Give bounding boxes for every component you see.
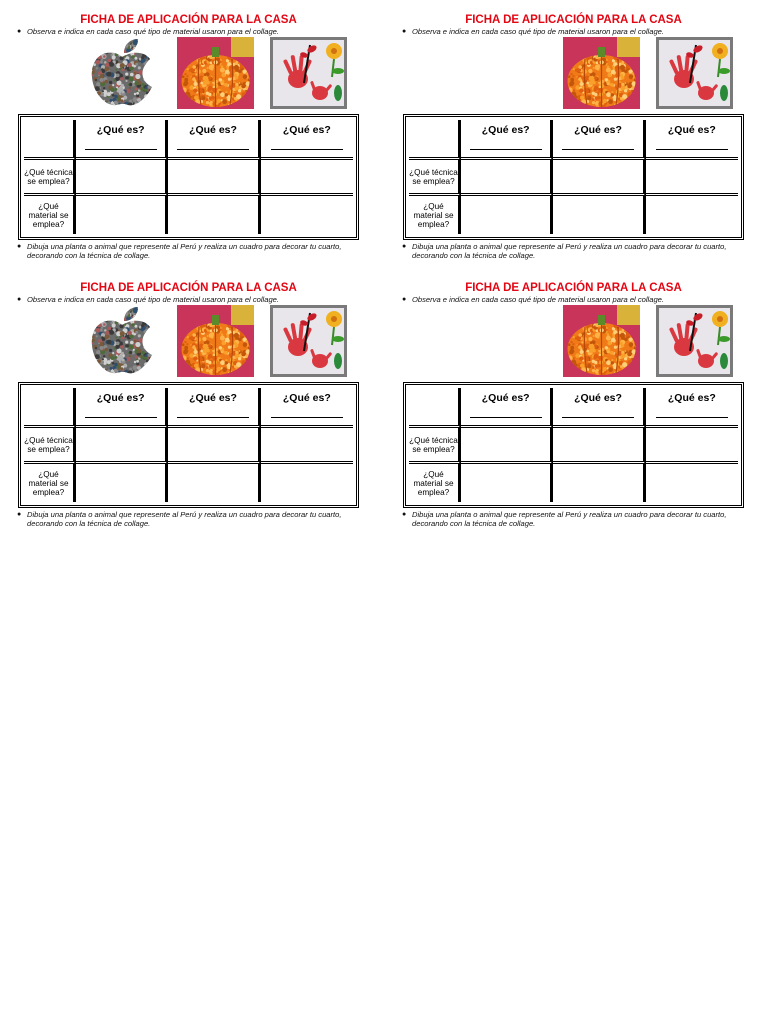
answer-table bbox=[18, 114, 359, 240]
collage-images bbox=[401, 305, 746, 379]
answer-line bbox=[271, 417, 343, 418]
material-answer-cell[interactable] bbox=[646, 196, 738, 234]
tecnica-answer-cell[interactable] bbox=[261, 160, 353, 196]
worksheet-card bbox=[401, 13, 746, 260]
header-label: ¿Qué es? bbox=[282, 392, 331, 404]
answer-line bbox=[562, 149, 634, 150]
card-title: FICHA DE APLICACIÓN PARA LA CASA bbox=[80, 14, 297, 26]
que-es-header-1[interactable] bbox=[461, 120, 553, 160]
header-label: ¿Qué es? bbox=[481, 392, 530, 404]
table-corner-cell bbox=[24, 388, 76, 428]
bullet-icon: ● bbox=[402, 296, 407, 303]
pumpkin-collage-image bbox=[563, 305, 640, 377]
answer-line bbox=[85, 417, 157, 418]
footnote-bullet bbox=[16, 242, 361, 260]
table-corner-cell bbox=[409, 388, 461, 428]
answer-line bbox=[177, 149, 249, 150]
answer-table bbox=[18, 382, 359, 508]
bullet-icon: ● bbox=[17, 296, 22, 303]
handprint-collage-image bbox=[656, 37, 733, 109]
footnote-bullet bbox=[401, 242, 746, 260]
footnote-bullet bbox=[16, 510, 361, 528]
bullet-icon: ● bbox=[17, 243, 22, 250]
tecnica-answer-cell[interactable] bbox=[553, 160, 645, 196]
material-answer-cell[interactable] bbox=[76, 464, 168, 502]
que-es-header-1[interactable] bbox=[76, 120, 168, 160]
que-es-header-1[interactable] bbox=[461, 388, 553, 428]
tecnica-answer-cell[interactable] bbox=[553, 428, 645, 464]
tecnica-answer-cell[interactable] bbox=[76, 160, 168, 196]
table-corner-cell bbox=[409, 120, 461, 160]
bullet-icon: ● bbox=[402, 243, 407, 250]
que-es-header-1[interactable] bbox=[76, 388, 168, 428]
tecnica-row-label: ¿Qué técnica se emplea? bbox=[409, 160, 461, 196]
answer-line bbox=[470, 417, 542, 418]
card-title: FICHA DE APLICACIÓN PARA LA CASA bbox=[465, 14, 682, 26]
que-es-header-2[interactable] bbox=[168, 388, 260, 428]
worksheet-card bbox=[401, 281, 746, 528]
worksheet-card bbox=[16, 281, 361, 528]
header-label: ¿Qué es? bbox=[574, 392, 622, 404]
card-title: FICHA DE APLICACIÓN PARA LA CASA bbox=[465, 282, 682, 294]
worksheet-card bbox=[16, 13, 361, 260]
answer-line bbox=[85, 149, 157, 150]
instruction-bullet bbox=[16, 295, 361, 304]
material-answer-cell[interactable] bbox=[261, 196, 353, 234]
footnote-text: Dibuja una planta o animal que represente al Perú y realiza un cuadro para decorar tu cuarto, decorando con la técnica de collage. bbox=[412, 242, 727, 260]
collage-images bbox=[401, 37, 746, 111]
footnote-bullet bbox=[401, 510, 746, 528]
que-es-header-2[interactable] bbox=[553, 388, 645, 428]
material-row-label: ¿Qué material se emplea? bbox=[24, 196, 76, 234]
que-es-header-2[interactable] bbox=[168, 120, 260, 160]
material-row-label: ¿Qué material se emplea? bbox=[24, 464, 76, 502]
material-answer-cell[interactable] bbox=[646, 464, 738, 502]
instruction-bullet bbox=[401, 27, 746, 36]
answer-line bbox=[656, 417, 728, 418]
pumpkin-collage-image bbox=[177, 305, 254, 377]
collage-images bbox=[16, 37, 361, 111]
pumpkin-collage-image bbox=[177, 37, 254, 109]
tecnica-row-label: ¿Qué técnica se emplea? bbox=[24, 160, 76, 196]
tecnica-answer-cell[interactable] bbox=[76, 428, 168, 464]
material-answer-cell[interactable] bbox=[461, 196, 553, 234]
tecnica-answer-cell[interactable] bbox=[261, 428, 353, 464]
handprint-collage-image bbox=[656, 305, 733, 377]
material-row-label: ¿Qué material se emplea? bbox=[409, 196, 461, 234]
header-label: ¿Qué es? bbox=[574, 124, 622, 136]
answer-line bbox=[656, 149, 728, 150]
que-es-header-3[interactable] bbox=[646, 388, 738, 428]
tecnica-row-label: ¿Qué técnica se emplea? bbox=[24, 428, 76, 464]
material-answer-cell[interactable] bbox=[168, 196, 260, 234]
tecnica-row-label: ¿Qué técnica se emplea? bbox=[409, 428, 461, 464]
bullet-icon: ● bbox=[17, 511, 22, 518]
table-corner-cell bbox=[24, 120, 76, 160]
header-label: ¿Qué es? bbox=[189, 392, 237, 404]
material-answer-cell[interactable] bbox=[553, 464, 645, 502]
tecnica-answer-cell[interactable] bbox=[646, 428, 738, 464]
instruction-bullet bbox=[401, 295, 746, 304]
header-label: ¿Qué es? bbox=[667, 392, 716, 404]
instruction-text: Observa e indica en cada caso qué tipo de material usaron para el collage. bbox=[412, 295, 665, 304]
material-answer-cell[interactable] bbox=[261, 464, 353, 502]
bullet-icon: ● bbox=[402, 511, 407, 518]
material-answer-cell[interactable] bbox=[461, 464, 553, 502]
header-label: ¿Qué es? bbox=[667, 124, 716, 136]
que-es-header-3[interactable] bbox=[646, 120, 738, 160]
footnote-text: Dibuja una planta o animal que represente al Perú y realiza un cuadro para decorar tu cuarto, decorando con la técnica de collage. bbox=[27, 510, 342, 528]
apple-collage-image bbox=[84, 305, 161, 377]
tecnica-answer-cell[interactable] bbox=[461, 428, 553, 464]
instruction-text: Observa e indica en cada caso qué tipo de material usaron para el collage. bbox=[412, 27, 665, 36]
bullet-icon: ● bbox=[17, 28, 22, 35]
que-es-header-2[interactable] bbox=[553, 120, 645, 160]
material-answer-cell[interactable] bbox=[553, 196, 645, 234]
tecnica-answer-cell[interactable] bbox=[461, 160, 553, 196]
answer-line bbox=[177, 417, 249, 418]
header-label: ¿Qué es? bbox=[282, 124, 331, 136]
tecnica-answer-cell[interactable] bbox=[646, 160, 738, 196]
footnote-text: Dibuja una planta o animal que represente al Perú y realiza un cuadro para decorar tu cuarto, decorando con la técnica de collage. bbox=[412, 510, 727, 528]
material-answer-cell[interactable] bbox=[168, 464, 260, 502]
answer-line bbox=[470, 149, 542, 150]
instruction-bullet bbox=[16, 27, 361, 36]
answer-line bbox=[271, 149, 343, 150]
instruction-text: Observa e indica en cada caso qué tipo de material usaron para el collage. bbox=[27, 27, 280, 36]
apple-collage-image bbox=[84, 37, 161, 109]
instruction-text: Observa e indica en cada caso qué tipo de material usaron para el collage. bbox=[27, 295, 280, 304]
header-label: ¿Qué es? bbox=[96, 124, 145, 136]
handprint-collage-image bbox=[270, 37, 347, 109]
pumpkin-collage-image bbox=[563, 37, 640, 109]
answer-table bbox=[403, 114, 744, 240]
header-label: ¿Qué es? bbox=[481, 124, 530, 136]
handprint-collage-image bbox=[270, 305, 347, 377]
que-es-header-3[interactable] bbox=[261, 388, 353, 428]
material-row-label: ¿Qué material se emplea? bbox=[409, 464, 461, 502]
card-title: FICHA DE APLICACIÓN PARA LA CASA bbox=[80, 282, 297, 294]
que-es-header-3[interactable] bbox=[261, 120, 353, 160]
header-label: ¿Qué es? bbox=[96, 392, 145, 404]
tecnica-answer-cell[interactable] bbox=[168, 428, 260, 464]
answer-line bbox=[562, 417, 634, 418]
header-label: ¿Qué es? bbox=[189, 124, 237, 136]
collage-images bbox=[16, 305, 361, 379]
footnote-text: Dibuja una planta o animal que represente al Perú y realiza un cuadro para decorar tu cuarto, decorando con la técnica de collage. bbox=[27, 242, 342, 260]
tecnica-answer-cell[interactable] bbox=[168, 160, 260, 196]
material-answer-cell[interactable] bbox=[76, 196, 168, 234]
answer-table bbox=[403, 382, 744, 508]
bullet-icon: ● bbox=[402, 28, 407, 35]
